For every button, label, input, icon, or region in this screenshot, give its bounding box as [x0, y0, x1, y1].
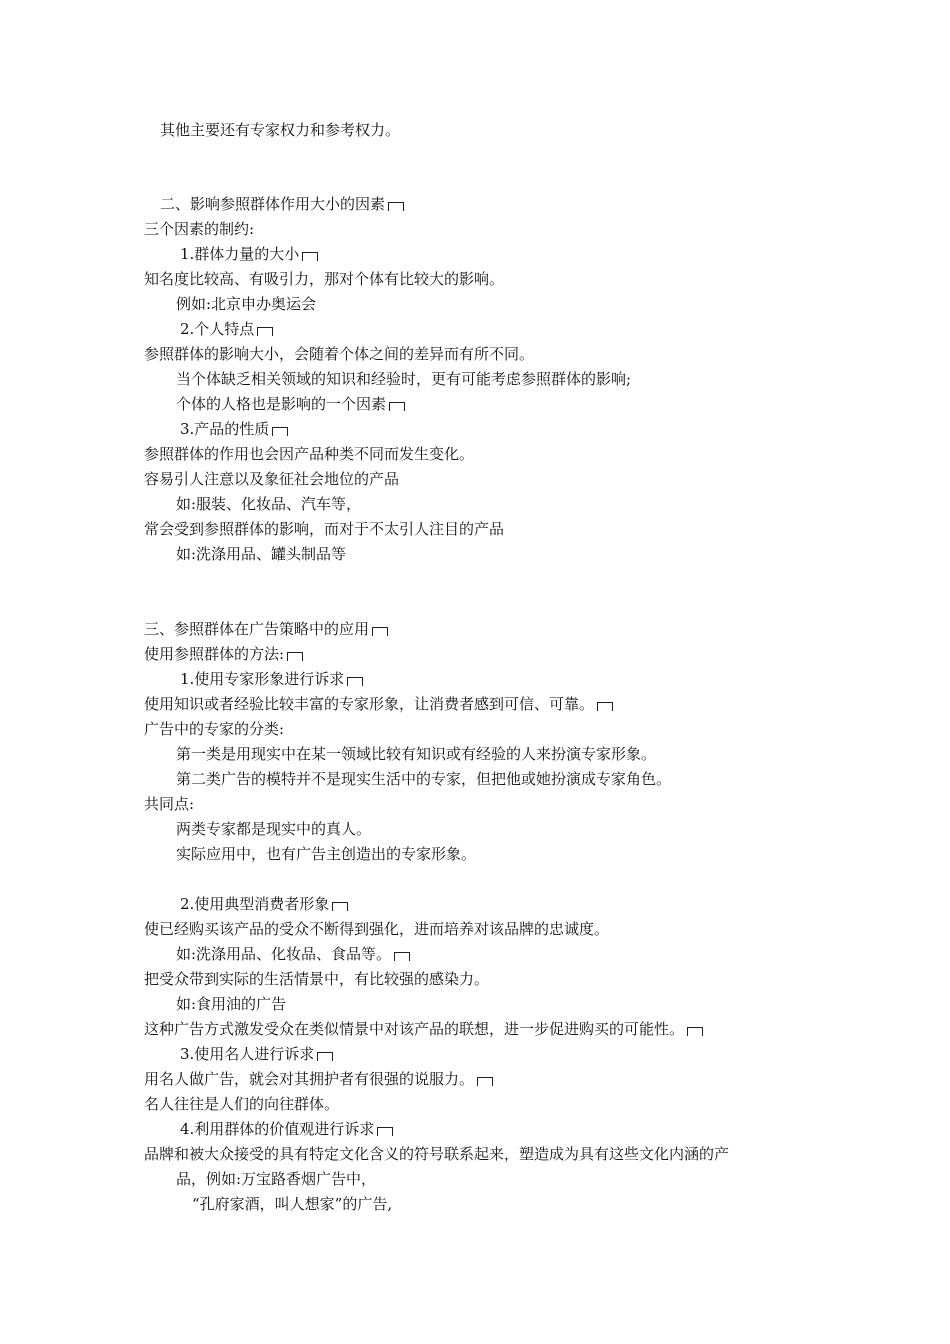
subheading: 3.使用名人进行诉求 — [180, 1044, 333, 1064]
text-line: 品牌和被大众接受的具有特定文化含义的符号联系起来，塑造成为具有这些文化内涵的产 — [144, 1145, 730, 1163]
subheading: 2.使用典型消费者形象 — [180, 894, 348, 914]
paragraph-mark-icon — [272, 427, 288, 436]
paragraph-mark-icon — [377, 1127, 393, 1136]
text-line: 第一类是用现实中在某一领域比较有知识或有经验的人来扮演专家形象。 — [176, 745, 657, 763]
text-line: 如:服装、化妆品、汽车等， — [176, 495, 362, 513]
subheading: 4.利用群体的价值观进行诉求 — [180, 1119, 393, 1139]
text-line: 实际应用中，也有广告主创造出的专家形象。 — [176, 845, 477, 863]
paragraph-mark-icon — [597, 702, 613, 711]
paragraph-mark-icon — [287, 652, 303, 661]
text-line: 例如:北京申办奥运会 — [176, 295, 317, 313]
paragraph-mark-icon — [317, 1052, 333, 1061]
subheading: 1.群体力量的大小 — [180, 244, 318, 264]
paragraph-mark-icon — [477, 1077, 493, 1086]
text-line: 常会受到参照群体的影响，而对于不太引人注目的产品 — [144, 520, 505, 538]
section-heading: 二、影响参照群体作用大小的因素 — [160, 194, 404, 214]
text-line: “孔府家酒，叫人想家”的广告, — [192, 1195, 393, 1213]
text-line: 如:洗涤用品、罐头制品等 — [176, 545, 347, 563]
text-line: 两类专家都是现实中的真人。 — [176, 820, 372, 838]
paragraph-mark-icon — [372, 627, 388, 636]
text-line: 第二类广告的模特并不是现实生活中的专家，但把他或她扮演成专家角色。 — [176, 770, 672, 788]
text-line: 用名人做广告，就会对其拥护者有很强的说服力。 — [144, 1069, 493, 1089]
text-line: 使用参照群体的方法: — [144, 644, 303, 664]
text-line: 参照群体的影响大小，会随着个体之间的差异而有所不同。 — [144, 345, 535, 363]
paragraph-mark-icon — [332, 902, 348, 911]
subheading: 1.使用专家形象进行诉求 — [180, 669, 363, 689]
text-line: 如:洗涤用品、化妆品、食品等。 — [176, 944, 410, 964]
text-line: 知名度比较高、有吸引力，那对个体有比较大的影响。 — [144, 270, 505, 288]
text-line: 当个体缺乏相关领域的知识和经验时，更有可能考虑参照群体的影响; — [176, 370, 632, 388]
subheading: 2.个人特点 — [180, 319, 273, 339]
text-line: 参照群体的作用也会因产品种类不同而发生变化。 — [144, 445, 475, 463]
text-line: 共同点: — [144, 795, 195, 813]
text-line: 如:食用油的广告 — [176, 995, 287, 1013]
paragraph-mark-icon — [347, 677, 363, 686]
text-line: 三个因素的制约: — [144, 220, 255, 238]
paragraph-mark-icon — [302, 252, 318, 261]
paragraph-mark-icon — [687, 1027, 703, 1036]
paragraph-mark-icon — [389, 402, 405, 411]
subheading: 3.产品的性质 — [180, 419, 288, 439]
text-line: 使已经购买该产品的受众不断得到强化，进而培养对该品牌的忠诚度。 — [144, 920, 610, 938]
text-line: 个体的人格也是影响的一个因素 — [176, 394, 405, 414]
text-line: 容易引人注意以及象征社会地位的产品 — [144, 470, 400, 488]
text-line: 这种广告方式激发受众在类似情景中对该产品的联想，进一步促进购买的可能性。 — [144, 1019, 703, 1039]
section-heading: 三、参照群体在广告策略中的应用 — [144, 619, 388, 639]
paragraph-mark-icon — [388, 202, 404, 211]
text-line: 名人往往是人们的向往群体。 — [144, 1095, 340, 1113]
text-line: 广告中的专家的分类: — [144, 720, 285, 738]
text-line: 品，例如:万宝路香烟广告中， — [176, 1170, 377, 1188]
paragraph-mark-icon — [394, 952, 410, 961]
text-line: 其他主要还有专家权力和参考权力。 — [160, 121, 401, 139]
paragraph-mark-icon — [257, 327, 273, 336]
text-line: 使用知识或者经验比较丰富的专家形象，让消费者感到可信、可靠。 — [144, 694, 613, 714]
text-line: 把受众带到实际的生活情景中，有比较强的感染力。 — [144, 970, 490, 988]
